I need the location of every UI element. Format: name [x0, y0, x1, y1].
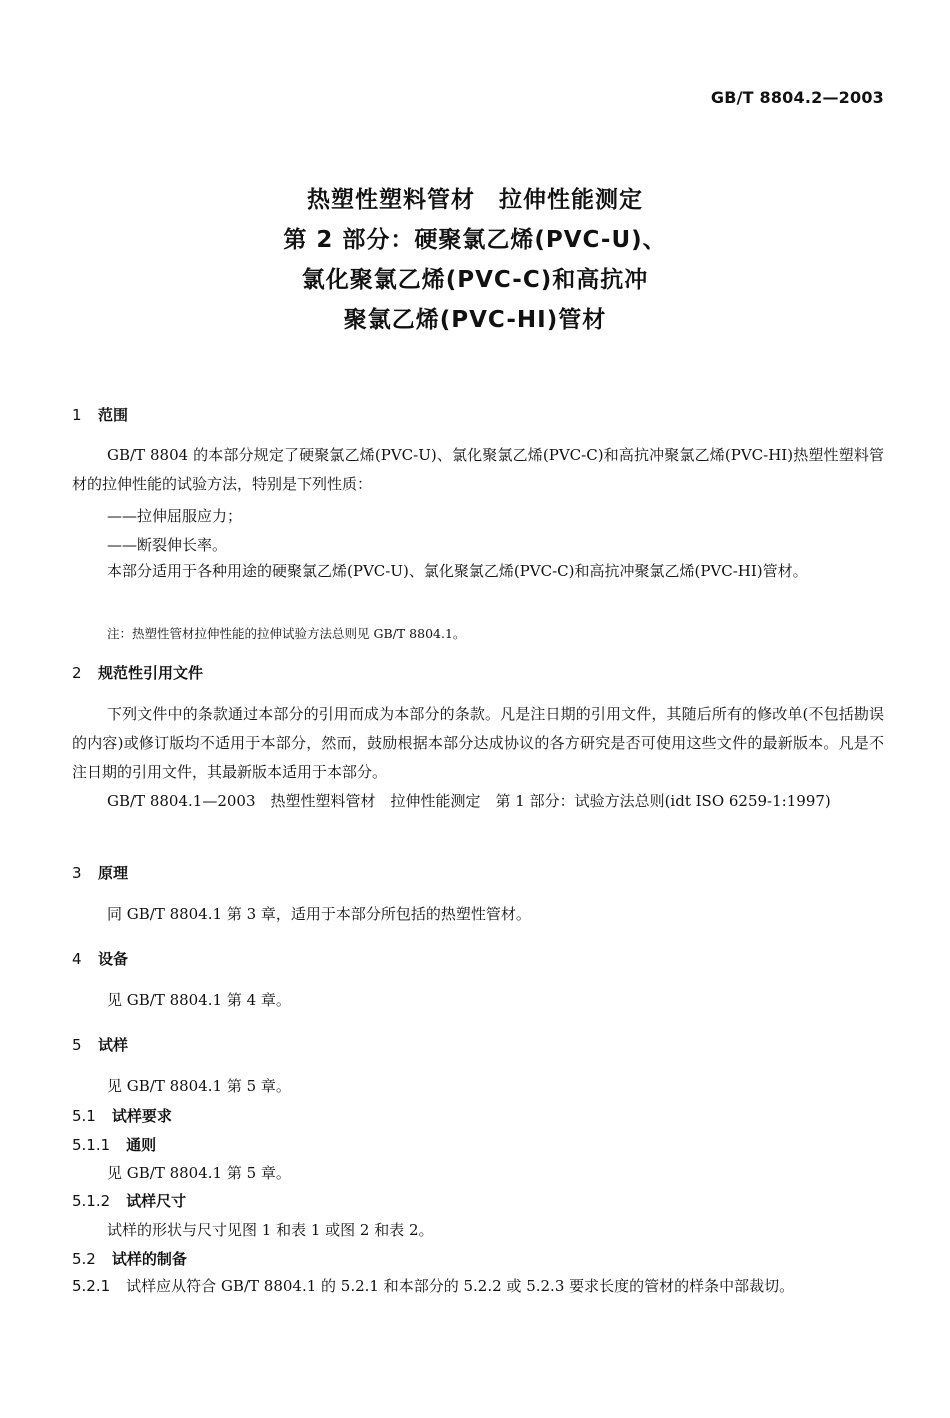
title-line-3: 氯化聚氯乙烯(PVC-C)和高抗冲: [301, 267, 649, 293]
section-5-2-number: 5.2: [72, 1250, 96, 1268]
section-5-title: 试样: [98, 1036, 129, 1054]
standard-number: GB/T 8804.2—2003: [710, 88, 884, 107]
section-2-number: 2: [72, 664, 82, 682]
section-5-1-heading: [72, 1105, 172, 1126]
section-5-2-heading: [72, 1248, 187, 1269]
section-1-number: 1: [72, 406, 82, 424]
section-2-paragraph-1: 下列文件中的条款通过本部分的引用而成为本部分的条款。凡是注日期的引用文件，其随后所有的修改单(不包括勘误的内容)或修订版均不适用于本部分，然而，鼓励根据本部分达成协议的各方研究是否可使用这些文件的最新版本。凡是不注日期的引用文件，其最新版本适用于本部分。: [72, 705, 884, 781]
section-2-title: 规范性引用文件: [98, 664, 204, 682]
section-5-1-1-number: 5.1.1: [72, 1136, 111, 1154]
document-title: [0, 180, 950, 340]
section-1-paragraph-1: GB/T 8804 的本部分规定了硬聚氯乙烯(PVC-U)、氯化聚氯乙烯(PVC-C)和高抗冲聚氯乙烯(PVC-HI)热塑性塑料管材的拉伸性能的试验方法，特别是下列性质：: [72, 446, 884, 493]
title-line-2: 第 2 部分：硬聚氯乙烯(PVC-U)、: [283, 227, 667, 253]
section-5-1-2-paragraph: 试样的形状与尺寸见图 1 和表 1 或图 2 和表 2。: [107, 1221, 434, 1239]
section-5-2-1-number: 5.2.1: [72, 1277, 111, 1295]
section-4-title: 设备: [98, 950, 129, 968]
section-5-heading: [72, 1034, 128, 1055]
section-5-number: 5: [72, 1036, 82, 1054]
section-1-list-item-2: ——断裂伸长率。: [107, 536, 228, 554]
title-line-1: 热塑性塑料管材 拉伸性能测定: [307, 187, 643, 213]
title-line-4: 聚氯乙烯(PVC-HI)管材: [343, 307, 607, 333]
section-3-heading: [72, 862, 128, 883]
section-5-1-1-paragraph: 见 GB/T 8804.1 第 5 章。: [107, 1164, 291, 1182]
section-4-heading: [72, 948, 128, 969]
section-1-title: 范围: [98, 406, 129, 424]
section-3-title: 原理: [98, 864, 129, 882]
section-5-1-1-heading: [72, 1134, 156, 1155]
section-1-paragraph-2: 本部分适用于各种用途的硬聚氯乙烯(PVC-U)、氯化聚氯乙烯(PVC-C)和高抗冲聚氯乙烯(PVC-HI)管材。: [107, 562, 808, 580]
section-5-1-1-title: 通则: [126, 1136, 157, 1154]
section-5-2-1-text: 试样应从符合 GB/T 8804.1 的 5.2.1 和本部分的 5.2.2 或 5.2.3 要求长度的管材的样条中部裁切。: [126, 1277, 795, 1295]
section-5-1-2-title: 试样尺寸: [126, 1192, 187, 1210]
section-4-number: 4: [72, 950, 82, 968]
section-5-1-2-heading: [72, 1190, 186, 1211]
section-5-1-title: 试样要求: [111, 1107, 172, 1125]
section-5-2-title: 试样的制备: [111, 1250, 187, 1268]
section-5-paragraph-1: 见 GB/T 8804.1 第 5 章。: [107, 1077, 291, 1095]
section-4-paragraph-1: 见 GB/T 8804.1 第 4 章。: [107, 991, 291, 1009]
section-3-paragraph-1: 同 GB/T 8804.1 第 3 章，适用于本部分所包括的热塑性管材。: [107, 905, 531, 923]
section-1-note: 注：热塑性管材拉伸性能的拉伸试验方法总则见 GB/T 8804.1。: [107, 626, 466, 641]
section-1-list-item-1: ——拉伸屈服应力；: [107, 507, 243, 525]
section-1-heading: [72, 404, 128, 425]
section-2-heading: [72, 662, 203, 683]
section-5-2-1-paragraph: [72, 1272, 884, 1301]
section-5-1-number: 5.1: [72, 1107, 96, 1125]
normative-reference-1: GB/T 8804.1—2003 热塑性塑料管材 拉伸性能测定 第 1 部分：试验方法总则(idt ISO 6259-1:1997): [107, 792, 831, 810]
section-3-number: 3: [72, 864, 82, 882]
section-5-1-2-number: 5.1.2: [72, 1192, 111, 1210]
